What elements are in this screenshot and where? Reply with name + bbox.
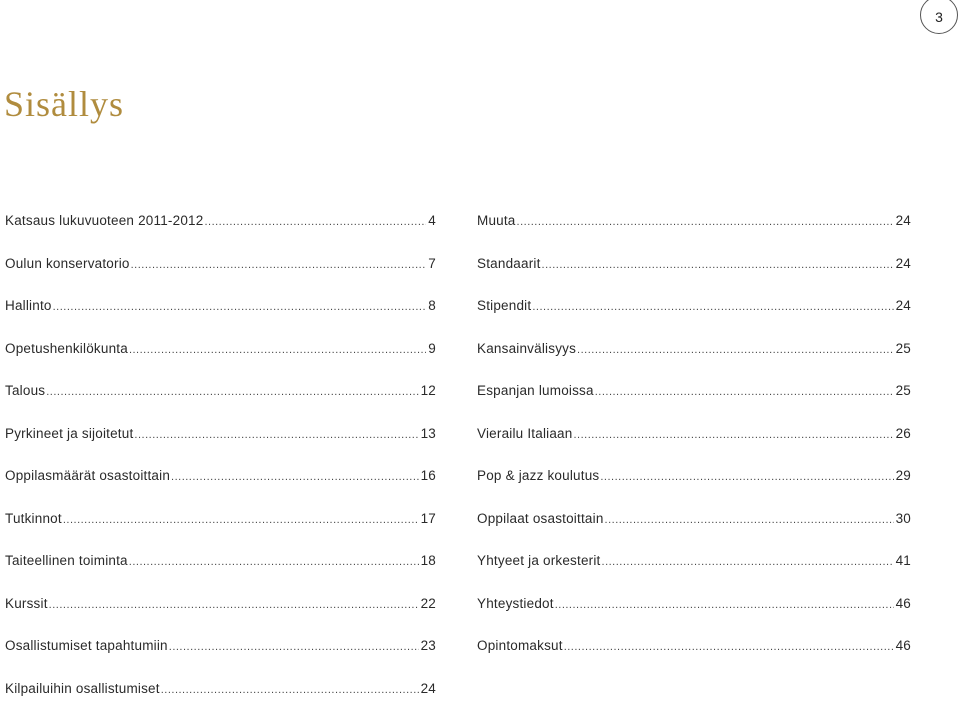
- dot-leader: [605, 514, 894, 526]
- toc-entry[interactable]: [477, 341, 911, 384]
- toc-entry-label: Stipendit: [477, 298, 531, 313]
- page-title: Sisällys: [4, 83, 124, 125]
- toc-entry[interactable]: [5, 426, 436, 469]
- toc-entry-label: Muuta: [477, 213, 516, 228]
- dot-leader: [134, 429, 418, 441]
- toc-entry-label: Osallistumiset tapahtumiin: [5, 638, 168, 653]
- toc-entry[interactable]: [477, 383, 911, 426]
- toc-entry-label: Pop & jazz koulutus: [477, 468, 599, 483]
- dot-leader: [169, 641, 419, 653]
- toc-entry-label: Taiteellinen toiminta: [5, 553, 128, 568]
- toc-entry-label: Opintomaksut: [477, 638, 563, 653]
- toc-entry-label: Yhteystiedot: [477, 596, 554, 611]
- toc-entry-label: Vierailu Italiaan: [477, 426, 572, 441]
- dot-leader: [49, 599, 419, 611]
- toc-entry[interactable]: [5, 383, 436, 426]
- toc-entry-label: Standaarit: [477, 256, 541, 271]
- toc-entry[interactable]: [5, 468, 436, 511]
- toc-entry-page: 24: [896, 256, 911, 271]
- toc-entry-page: 41: [896, 553, 911, 568]
- toc-entry-page: 4: [428, 213, 436, 228]
- toc-entry[interactable]: [5, 341, 436, 384]
- toc-entry-page: 46: [896, 638, 911, 653]
- toc-entry-label: Katsaus lukuvuoteen 2011-2012: [5, 213, 203, 228]
- toc-entry[interactable]: [5, 511, 436, 554]
- toc-entry-page: 24: [421, 681, 436, 696]
- toc-entry-page: 30: [896, 511, 911, 526]
- toc-entry-label: Pyrkineet ja sijoitetut: [5, 426, 133, 441]
- toc-entry-page: 9: [428, 341, 436, 356]
- toc-entry-label: Kilpailuihin osallistumiset: [5, 681, 160, 696]
- toc-entry[interactable]: [477, 256, 911, 299]
- dot-leader: [129, 344, 426, 356]
- dot-leader: [63, 514, 419, 526]
- toc-entry[interactable]: [477, 426, 911, 469]
- toc-entry-page: 13: [421, 426, 436, 441]
- toc-entry[interactable]: [5, 213, 436, 256]
- toc-entry-page: 8: [428, 298, 436, 313]
- dot-leader: [129, 556, 419, 568]
- toc-entry[interactable]: [5, 298, 436, 341]
- toc-entry[interactable]: [477, 468, 911, 511]
- toc-entry[interactable]: [477, 638, 911, 681]
- dot-leader: [532, 301, 893, 313]
- toc-entry-page: 12: [421, 383, 436, 398]
- toc-entry[interactable]: [5, 553, 436, 596]
- dot-leader: [46, 386, 418, 398]
- dot-leader: [53, 301, 427, 313]
- dot-leader: [161, 684, 419, 696]
- toc-entry-page: 29: [896, 468, 911, 483]
- toc-entry-page: 46: [896, 596, 911, 611]
- toc-entry-label: Tutkinnot: [5, 511, 62, 526]
- toc-entry[interactable]: [477, 213, 911, 256]
- toc-entry-page: 25: [896, 383, 911, 398]
- dot-leader: [573, 429, 893, 441]
- dot-leader: [600, 471, 893, 483]
- toc-entry-page: 25: [896, 341, 911, 356]
- dot-leader: [602, 556, 894, 568]
- dot-leader: [517, 216, 894, 228]
- toc-entry-page: 22: [421, 596, 436, 611]
- toc-entry-page: 18: [421, 553, 436, 568]
- toc-entry-label: Oulun konservatorio: [5, 256, 130, 271]
- toc-entry-page: 23: [421, 638, 436, 653]
- dot-leader: [204, 216, 426, 228]
- toc-entry-label: Hallinto: [5, 298, 52, 313]
- page-number: 3: [935, 9, 943, 25]
- toc-entry-label: Oppilaat osastoittain: [477, 511, 604, 526]
- toc-entry-page: 7: [428, 256, 436, 271]
- toc-entry[interactable]: [477, 511, 911, 554]
- toc-entry[interactable]: [477, 596, 911, 639]
- toc-entry-label: Yhtyeet ja orkesterit: [477, 553, 601, 568]
- toc-entry-label: Opetushenkilökunta: [5, 341, 128, 356]
- dot-leader: [577, 344, 894, 356]
- toc-entry-page: 26: [896, 426, 911, 441]
- toc-entry-page: 24: [896, 298, 911, 313]
- dot-leader: [131, 259, 427, 271]
- toc-entry[interactable]: [5, 256, 436, 299]
- toc-entry[interactable]: [5, 638, 436, 681]
- toc-entry-page: 17: [421, 511, 436, 526]
- toc-right-column: [477, 213, 911, 681]
- dot-leader: [595, 386, 894, 398]
- toc-entry-label: Talous: [5, 383, 45, 398]
- toc-entry-label: Kurssit: [5, 596, 48, 611]
- toc-entry[interactable]: [477, 553, 911, 596]
- dot-leader: [171, 471, 419, 483]
- dot-leader: [564, 641, 894, 653]
- toc-entry-page: 16: [421, 468, 436, 483]
- toc-entry-label: Oppilasmäärät osastoittain: [5, 468, 170, 483]
- toc-entry[interactable]: [5, 681, 436, 723]
- toc-entry-page: 24: [896, 213, 911, 228]
- dot-leader: [555, 599, 894, 611]
- dot-leader: [542, 259, 894, 271]
- toc-entry[interactable]: [5, 596, 436, 639]
- toc-entry[interactable]: [477, 298, 911, 341]
- toc-entry-label: Espanjan lumoissa: [477, 383, 594, 398]
- toc-left-column: [5, 213, 436, 723]
- toc-entry-label: Kansainvälisyys: [477, 341, 576, 356]
- page-number-badge: [920, 0, 958, 34]
